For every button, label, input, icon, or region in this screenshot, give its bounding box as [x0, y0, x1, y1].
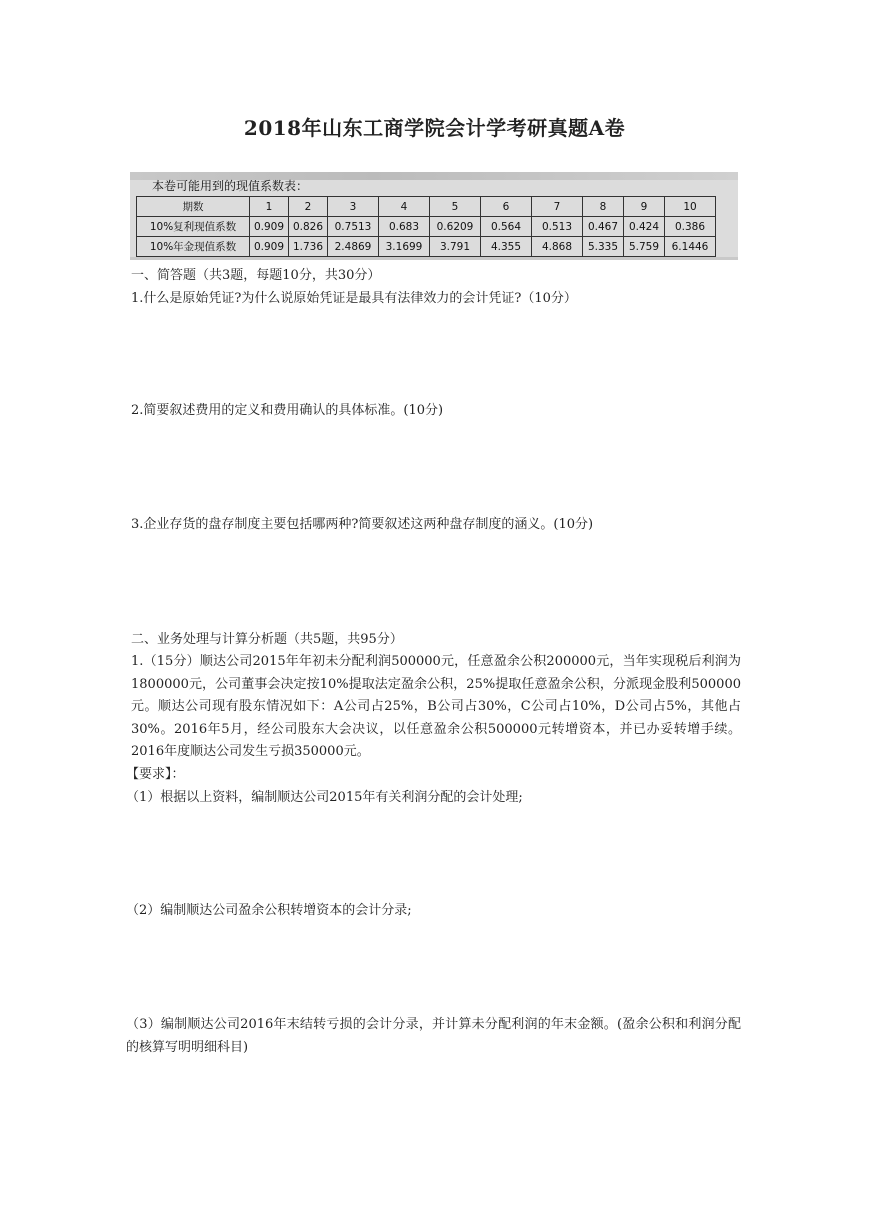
table-cell: 5.335 [583, 237, 624, 257]
requirement-2: （2）编制顺达公司盈余公积转增资本的会计分录; [126, 903, 412, 918]
table-cell: 0.683 [379, 217, 430, 237]
table-period: 7 [532, 197, 583, 217]
table-cell: 5.759 [624, 237, 665, 257]
table-period: 5 [430, 197, 481, 217]
table-cell: 0.424 [624, 217, 665, 237]
table-row [137, 237, 716, 257]
table-period: 3 [328, 197, 379, 217]
table-cell: 4.868 [532, 237, 583, 257]
requirement-3: （3）编制顺达公司2016年末结转亏损的会计分录，并计算未分配利润的年末金额。(盈余公积和利润分配的核算写明明细科目) [126, 1017, 741, 1055]
table-period: 9 [624, 197, 665, 217]
table-cell: 0.7513 [328, 217, 379, 237]
question-2-1-text: 1.（15分）顺达公司2015年年初未分配利润500000元，任意盈余公积200000元，当年实现税后利润为1800000元，公司董事会决定按10%提取法定盈余公积，25%提取任意盈余公积，分派现金股利500000元。顺达公司现有股东情况如下：A公司占25%，B公司占30%，C公司占10%，D公司占5%，其他占30%。2016年5月，经公司股东大会决议，以任意盈余公积500000元转增资本，并已办妥转增手续。2016年度顺达公司发生亏损350000元。 [131, 654, 741, 759]
scan-noise-strip [130, 257, 738, 260]
table-period: 1 [250, 197, 289, 217]
table-cell: 0.826 [289, 217, 328, 237]
table-period: 4 [379, 197, 430, 217]
table-period: 8 [583, 197, 624, 217]
table-cell: 0.513 [532, 217, 583, 237]
table-period: 10 [665, 197, 716, 217]
requirement-1: （1）根据以上资料，编制顺达公司2015年有关利润分配的会计处理; [126, 790, 523, 805]
question-1-2: 2.简要叙述费用的定义和费用确认的具体标准。(10分) [131, 403, 444, 418]
table-caption: 本卷可能用到的现值系数表： [152, 179, 309, 193]
table-cell: 0.6209 [430, 217, 481, 237]
table-row [137, 217, 716, 237]
table-cell: 3.1699 [379, 237, 430, 257]
page-title: 2018年山东工商学院会计学考研真题A卷 [243, 116, 626, 140]
requirement-label: 【要求】： [126, 767, 185, 782]
table-cell: 0.909 [250, 237, 289, 257]
present-value-table [136, 196, 716, 257]
table-cell: 6.1446 [665, 237, 716, 257]
table-cell: 4.355 [481, 237, 532, 257]
table-cell: 1.736 [289, 237, 328, 257]
section2-heading: 二、业务处理与计算分析题（共5题，共95分） [131, 632, 403, 647]
question-1-3: 3.企业存货的盘存制度主要包括哪两种?简要叙述这两种盘存制度的涵义。(10分) [131, 517, 594, 532]
table-cell: 0.467 [583, 217, 624, 237]
table-cell: 3.791 [430, 237, 481, 257]
present-value-table-image [130, 172, 738, 260]
table-period: 2 [289, 197, 328, 217]
table-header-label: 期数 [137, 197, 250, 217]
table-cell: 0.909 [250, 217, 289, 237]
table-row-label: 10%复利现值系数 [137, 217, 250, 237]
table-cell: 0.564 [481, 217, 532, 237]
section1-heading: 一、简答题（共3题，每题10分，共30分） [131, 268, 381, 283]
table-row-label: 10%年金现值系数 [137, 237, 250, 257]
question-1-1: 1.什么是原始凭证?为什么说原始凭证是最具有法律效力的会计凭证?（10分） [131, 291, 577, 306]
table-cell: 2.4869 [328, 237, 379, 257]
table-period: 6 [481, 197, 532, 217]
table-header-row [137, 197, 716, 217]
table-cell: 0.386 [665, 217, 716, 237]
